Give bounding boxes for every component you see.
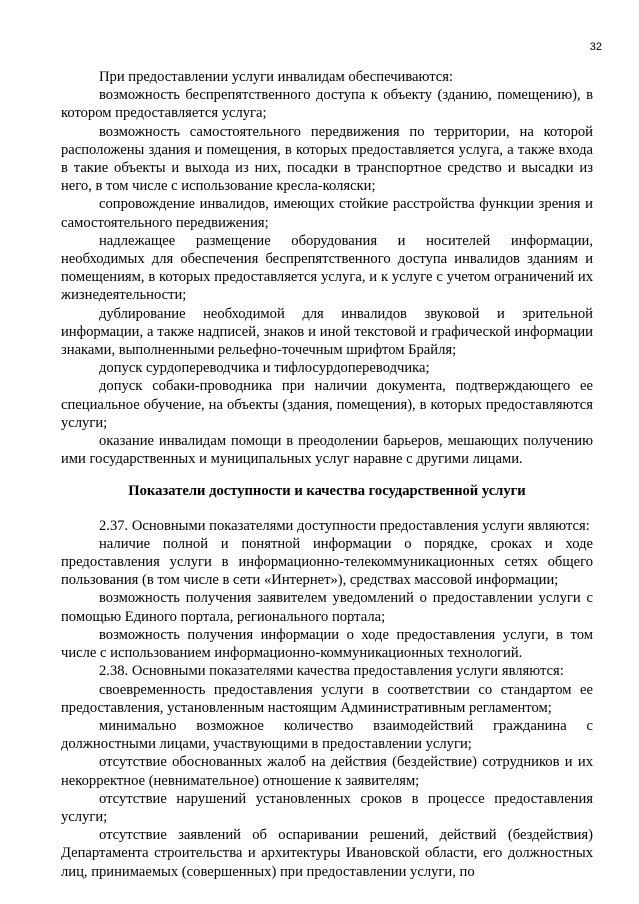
paragraph: сопровождение инвалидов, имеющих стойкие расстройства функции зрения и самостоятельного передвижения; [61,196,593,231]
section-heading: Показатели доступности и качества государственной услуги [128,483,526,500]
page-number: 32 [589,41,602,53]
paragraph: отсутствие обоснованных жалоб на действия (бездействие) сотрудников и их некорректное (невнимательное) отношение к заявителям; [61,754,593,789]
paragraph: 2.38. Основными показателями качества предоставления услуги являются: [99,663,564,680]
paragraph: возможность получения заявителем уведомлений о предоставлении услуги с помощью Единого портала, регионального портала; [61,590,593,625]
paragraph: минимально возможное количество взаимодействий гражданина с должностными лицами, участвующими в предоставлении услуги; [61,717,593,753]
paragraph: отсутствие нарушений установленных сроков в процессе предоставления услуги; [61,790,593,825]
paragraph: надлежащее размещение оборудования и носителей информации, необходимых для обеспечения беспрепятственного доступа инвалидов зданиям и помещениям, в которых предоставляется услуга, и к услуге с учетом ограничений их жизнедеятельности; [61,232,593,304]
paragraph: возможность получения информации о ходе предоставления услуги, в том числе с использованием информационно-коммуникационных технологий. [61,626,593,662]
paragraph: возможность самостоятельного передвижения по территории, на которой расположены здания и помещения, в которых предоставляется услуга, а также входа в такие объекты и выхода из них, посадки в транспортное средство и высадки из него, в том числе с использование кресла-коляски; [61,123,593,195]
paragraph: дублирование необходимой для инвалидов звуковой и зрительной информации, а также надписей, знаков и иной текстовой и графической информации знаками, выполненными рельефно-точечным шрифтом Брайля; [61,305,593,359]
paragraph: возможность беспрепятственного доступа к объекту (зданию, помещению), в котором предоставляется услуга; [61,87,593,122]
paragraph: наличие полной и понятной информации о порядке, сроках и ходе предоставления услуги в информационно-телекоммуникационных сетях общего пользования (в том числе в сети «Интернет»), средствах массовой информации; [61,535,593,589]
paragraph: допуск сурдопереводчика и тифлосурдопереводчика; [99,360,430,377]
paragraph: оказание инвалидам помощи в преодолении барьеров, мешающих получению ими государственных и муниципальных услуг наравне с другими лицами. [61,433,593,468]
paragraph: допуск собаки-проводника при наличии документа, подтверждающего ее специальное обучение, на объекты (здания, помещения), в которых предоставляются услуги; [61,378,593,431]
paragraph: 2.37. Основными показателями доступности предоставления услуги являются: [99,517,590,534]
paragraph: При предоставлении услуги инвалидам обеспечиваются: [99,69,454,85]
paragraph: отсутствие заявлений об оспаривании решений, действий (бездействия) Департамента строительства и архитектуры Ивановской области, его должностных лиц, принимаемых (совершенных) при предоставлении услуги, по [61,827,593,880]
paragraph: своевременность предоставления услуги в соответствии со стандартом ее предоставления, установленным настоящим Административным регламентом; [61,681,593,716]
document-body [61,68,593,881]
